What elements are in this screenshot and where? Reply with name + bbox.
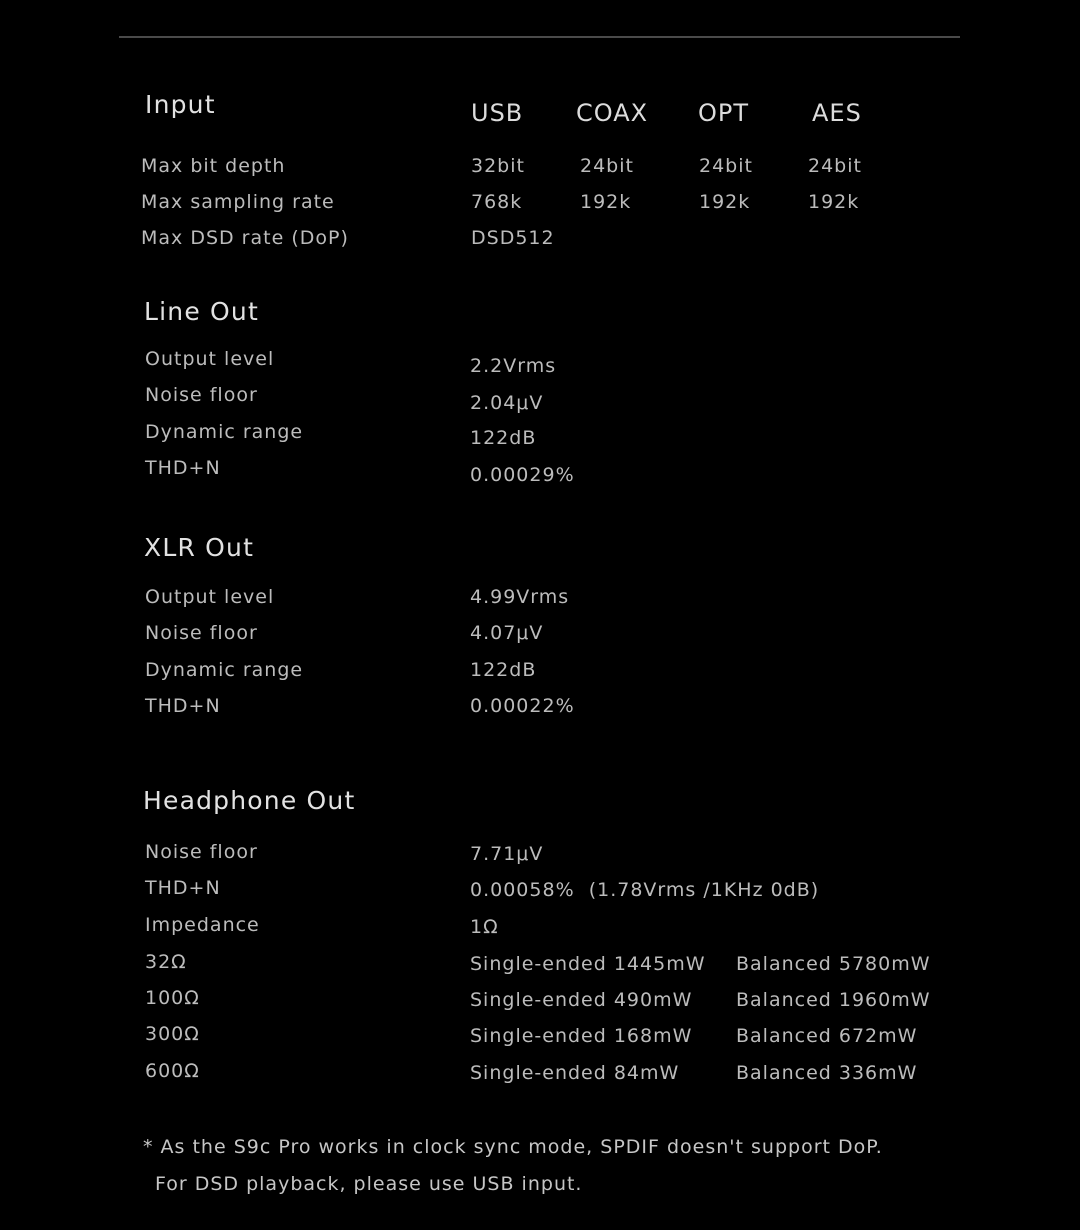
section-title-input: Input	[145, 90, 216, 119]
spec-value: 24bit	[699, 155, 753, 177]
spec-value: Single-ended 84mW	[470, 1062, 680, 1084]
spec-value: 32bit	[471, 155, 525, 177]
spec-label: 100Ω	[145, 987, 200, 1009]
spec-value: 2.2Vrms	[470, 355, 557, 377]
spec-label: Noise floor	[145, 622, 258, 644]
column-header-aes: AES	[812, 99, 862, 127]
spec-label: Noise floor	[145, 841, 258, 863]
spec-label: 600Ω	[145, 1060, 200, 1082]
spec-value-balanced: Balanced 672mW	[736, 1025, 918, 1047]
column-header-coax: COAX	[576, 99, 649, 127]
footnote-line-2: For DSD playback, please use USB input.	[155, 1173, 583, 1195]
section-title-xlr-out: XLR Out	[144, 533, 255, 562]
spec-value: 122dB	[470, 427, 537, 449]
spec-label: Dynamic range	[145, 659, 304, 681]
spec-value-balanced: Balanced 5780mW	[736, 953, 931, 975]
top-divider	[119, 36, 960, 38]
spec-value: 122dB	[470, 659, 537, 681]
spec-label: 32Ω	[145, 951, 187, 973]
spec-value: 24bit	[580, 155, 634, 177]
spec-label: 300Ω	[145, 1023, 200, 1045]
section-title-headphone-out: Headphone Out	[143, 786, 356, 815]
spec-label: Max DSD rate (DoP)	[141, 227, 349, 249]
spec-value: 192k	[808, 191, 860, 213]
spec-value-balanced: Balanced 1960mW	[736, 989, 931, 1011]
spec-value: 0.00022%	[470, 695, 575, 717]
column-header-opt: OPT	[698, 99, 750, 127]
spec-value-balanced: Balanced 336mW	[736, 1062, 918, 1084]
footnote-line-1: * As the S9c Pro works in clock sync mode, SPDIF doesn't support DoP.	[143, 1136, 883, 1158]
spec-label: Dynamic range	[145, 421, 304, 443]
spec-value: 192k	[580, 191, 632, 213]
column-header-usb: USB	[471, 99, 524, 127]
spec-value: Single-ended 168mW	[470, 1025, 693, 1047]
spec-label: THD+N	[145, 695, 221, 717]
spec-value: 2.04μV	[470, 392, 544, 414]
spec-value: 0.00058% (1.78Vrms /1KHz 0dB)	[470, 879, 820, 901]
spec-value: DSD512	[471, 227, 555, 249]
spec-label: Max sampling rate	[141, 191, 335, 213]
spec-value: Single-ended 1445mW	[470, 953, 706, 975]
spec-label: Output level	[145, 586, 275, 608]
spec-label: THD+N	[145, 457, 221, 479]
spec-value: 4.07μV	[470, 622, 544, 644]
spec-label: Max bit depth	[141, 155, 286, 177]
spec-value: 192k	[699, 191, 751, 213]
spec-value: 24bit	[808, 155, 862, 177]
spec-label: THD+N	[145, 877, 221, 899]
spec-value: 1Ω	[470, 916, 499, 938]
spec-value: 0.00029%	[470, 464, 575, 486]
spec-label: Impedance	[145, 914, 260, 936]
spec-label: Output level	[145, 348, 275, 370]
spec-label: Noise floor	[145, 384, 258, 406]
spec-value: 768k	[471, 191, 523, 213]
section-title-line-out: Line Out	[144, 297, 259, 326]
spec-value: Single-ended 490mW	[470, 989, 693, 1011]
spec-value: 7.71μV	[470, 843, 544, 865]
spec-value: 4.99Vrms	[470, 586, 570, 608]
